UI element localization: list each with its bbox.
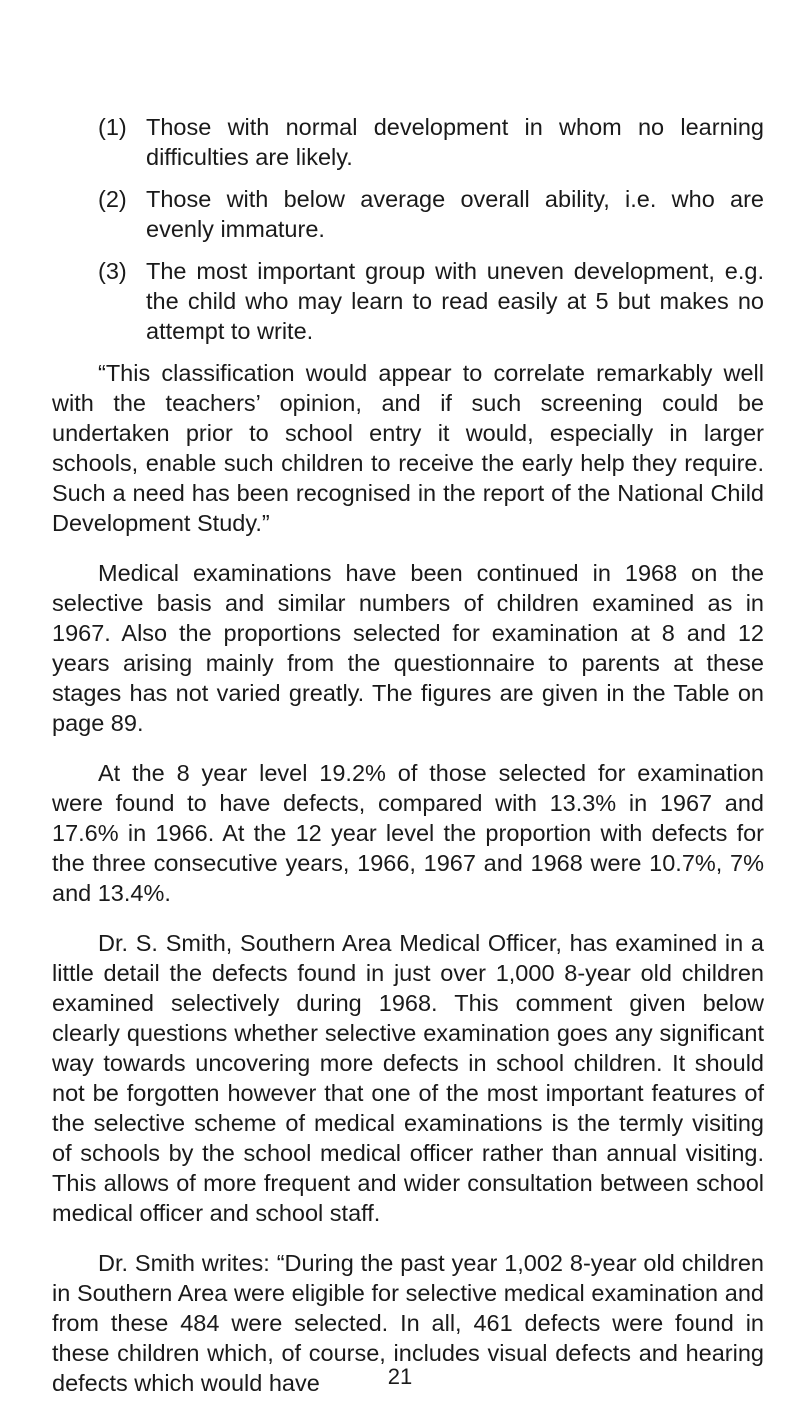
document-body	[52, 112, 764, 1418]
list-item-number: (2)	[98, 186, 127, 212]
list-item-text: The most important group with uneven development, e.g. the child who may learn to read easily at 5 but makes no attempt to write.	[146, 258, 764, 344]
body-paragraph: At the 8 year level 19.2% of those selected for examination were found to have defects, compared with 13.3% in 1967 and 17.6% in 1966. At the 12 year level the proportion with defects for the three consecutive years, 1966, 1967 and 1968 were 10.7%, 7% and 13.4%.	[52, 760, 764, 906]
list-item	[52, 184, 764, 244]
list-item-number: (1)	[98, 114, 127, 140]
page-number: 21	[387, 1364, 413, 1389]
body-paragraph: Dr. Smith writes: “During the past year 1,002 8-year old children in Southern Area were eligible for selective medical examination and from these 484 were selected. In all, 461 defects were found in these children which, of course, includes visual defects and hearing defects which would have	[52, 1250, 764, 1396]
quote-paragraph: “This classification would appear to correlate remarkably well with the teachers’ opinion, and if such screening could be undertaken prior to school entry it would, especially in larger schools, enable such children to receive the early help they require. Such a need has been recognised in the report of the National Child Development Study.”	[52, 360, 764, 536]
list-item-number: (3)	[98, 258, 127, 284]
body-paragraph: Medical examinations have been continued in 1968 on the selective basis and similar numbers of children examined as in 1967. Also the proportions selected for examination at 8 and 12 years arising mainly from the questionnaire to parents at these stages has not varied greatly. The figures are given in the Table on page 89.	[52, 560, 764, 736]
list-item-text: Those with below average overall ability, i.e. who are evenly immature.	[146, 186, 764, 242]
list-item-text: Those with normal development in whom no learning difficulties are likely.	[146, 114, 764, 170]
list-item	[52, 112, 764, 172]
body-paragraph: Dr. S. Smith, Southern Area Medical Officer, has examined in a little detail the defects found in just over 1,000 8-year old children examined selectively during 1968. This comment given below clearly questions whether selective examination goes any significant way towards uncovering more defects in school children. It should not be forgotten however that one of the most important features of the selective scheme of medical examinations is the termly visiting of schools by the school medical officer rather than annual visiting. This allows of more frequent and wider consultation between school medical officer and school staff.	[52, 930, 764, 1226]
list-item	[52, 256, 764, 346]
